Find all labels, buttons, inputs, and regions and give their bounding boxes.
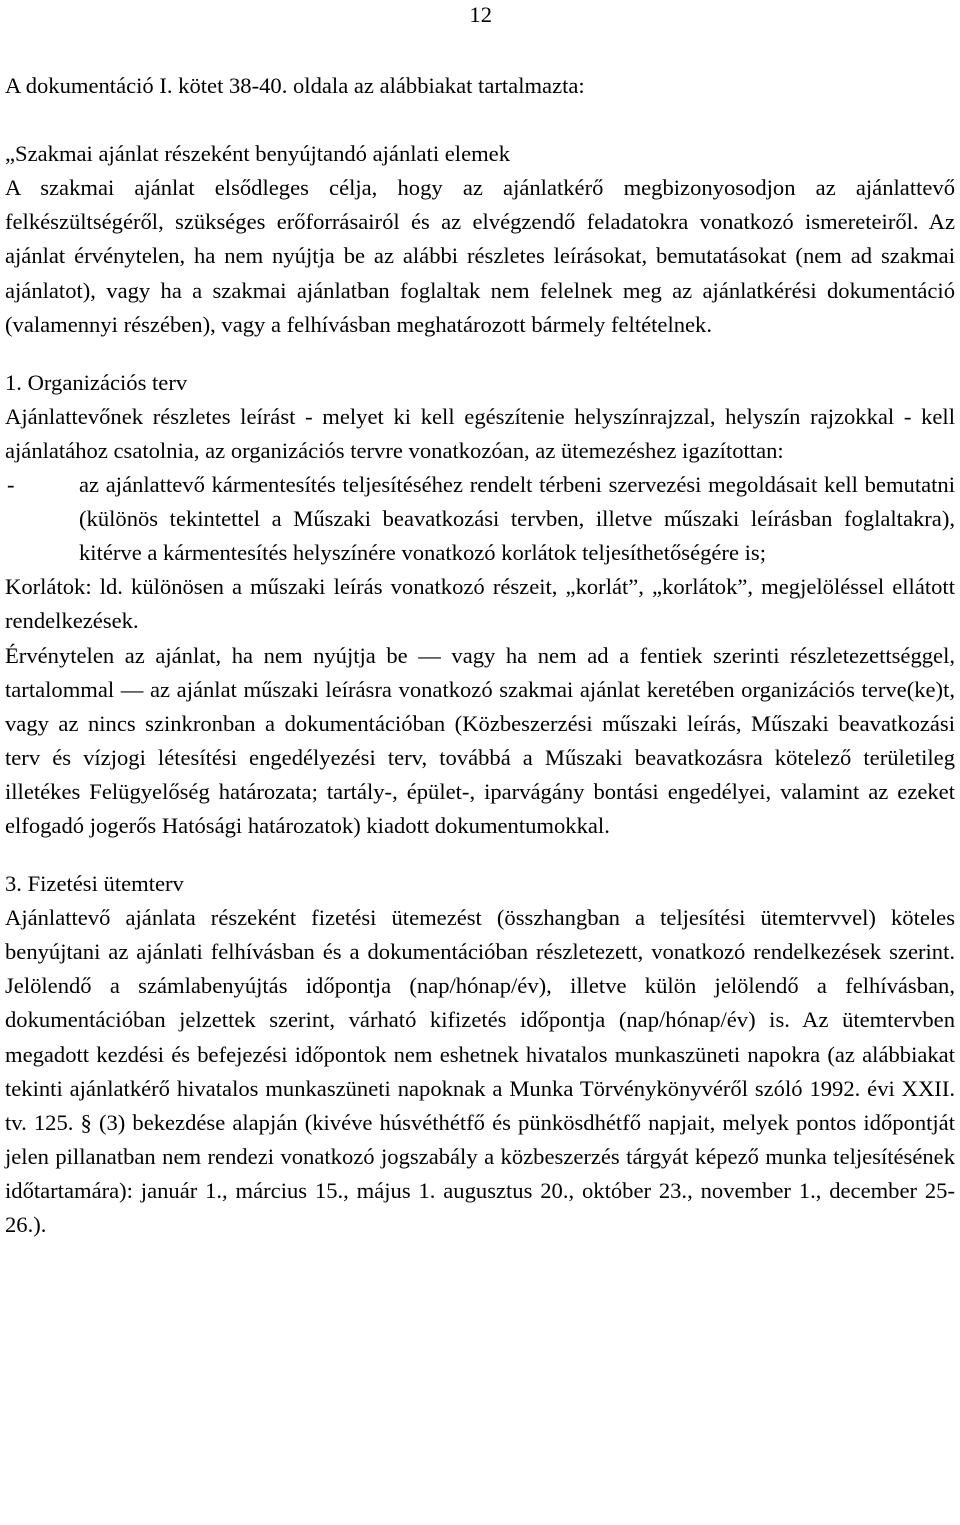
spacer <box>5 843 955 867</box>
section1-body: Ajánlattevőnek részletes leírást - melyet ki kell egészítenie helyszínrajzzal, helyszín rajzokkal - kell ajánlatához csatolnia, az organizációs tervre vonatkozóan, az ütemezéshez igazítottan: <box>5 403 955 463</box>
intro-paragraph: A dokumentáció I. kötet 38-40. oldala az alábbiakat tartalmazta: <box>5 73 585 98</box>
quote-title: „Szakmai ajánlat részeként benyújtandó ajánlati elemek <box>5 141 510 167</box>
section3-body: Ajánlattevő ajánlata részeként fizetési ütemezést (összhangban a teljesítési ütemtervvel) köteles benyújtani az ajánlati felhívásban és a dokumentációban részletezett, vonatkozó rendelkezések szerint. Jelölendő a számlabenyújtás időpontja (nap/hónap/év), illetve külön jelölendő a felhívásban, dokumentációban jelzettek szerint, várható kifizetés időpontja (nap/hónap/év) is. Az ütemtervben megadott kezdési és befejezési időpontok nem eshetnek hivatalos munkaszüneti napokra (az alábbiakat tekinti ajánlatkérő hivatalos munkaszüneti napoknak a Munka Törvénykönyvéről szóló 1992. évi XXII. tv. 125. § (3) bekezdése alapján (kivéve húsvéthétfő és pünkösdhétfő napjait, melyek pontos időpontját jelen pillanatban nem rendezi vonatkozó jogszabály a közbeszerzés tárgyát képező munka teljesítésének időtartamára): január 1., március 15., május 1. augusztus 20., október 23., november 1., december 25-26.). <box>5 905 955 1237</box>
section1-heading: 1. Organizációs terv <box>5 369 188 395</box>
bullet-marker: - <box>7 472 15 498</box>
document-body <box>5 69 955 1242</box>
spacer <box>5 342 955 366</box>
section1-bullet <box>5 468 955 570</box>
page-number: 12 <box>469 2 492 27</box>
quote-body: A szakmai ajánlat elsődleges célja, hogy az ajánlatkérő megbizonyosodjon az ajánlattevő felkészültségéről, szükséges erőforrásairól és az elvégzendő feladatokra vonatkozó ismereteiről. Az ajánlat érvénytelen, ha nem nyújtja be az alábbi részletes leírásokat, bemutatásokat (nem ad szakmai ajánlatot), vagy ha a szakmai ajánlatban foglaltak nem felelnek meg az ajánlatkérési dokumentáció (valamennyi részében), vagy a felhívásban meghatározott bármely feltételnek. <box>5 175 955 337</box>
section3-heading: 3. Fizetési ütemterv <box>5 871 184 897</box>
spacer <box>5 103 955 137</box>
bullet-text: az ajánlattevő kármentesítés teljesítéséhez rendelt térbeni szervezési megoldásait kell bemutatni (különös tekintettel a Műszaki beavatkozási tervben, illetve műszaki leírásban foglaltakra), kitérve a kármentesítés helyszínére vonatkozó korlátok teljesíthetőségére is; <box>79 472 955 566</box>
korlatok-paragraph: Korlátok: ld. különösen a műszaki leírás vonatkozó részeit, „korlát”, „korlátok”, megjelöléssel ellátott rendelkezések. <box>5 574 955 634</box>
invalid-paragraph: Érvénytelen az ajánlat, ha nem nyújtja be — vagy ha nem ad a fentiek szerinti részletezettséggel, tartalommal — az ajánlat műszaki leírásra vonatkozó szakmai ajánlat keretében organizációs terve(ke)t, vagy az nincs szinkronban a dokumentációban (Közbeszerzési műszaki leírás, Műszaki beavatkozási terv és vízjogi létesítési engedélyezési terv, továbbá a Műszaki beavatkozásra kötelező területileg illetékes Felügyelőség határozata; tartály-, épület-, iparvágány bontási engedélyei, valamint az ezeket elfogadó jogerős Hatósági határozatok) kiadott dokumentumokkal. <box>5 642 955 838</box>
